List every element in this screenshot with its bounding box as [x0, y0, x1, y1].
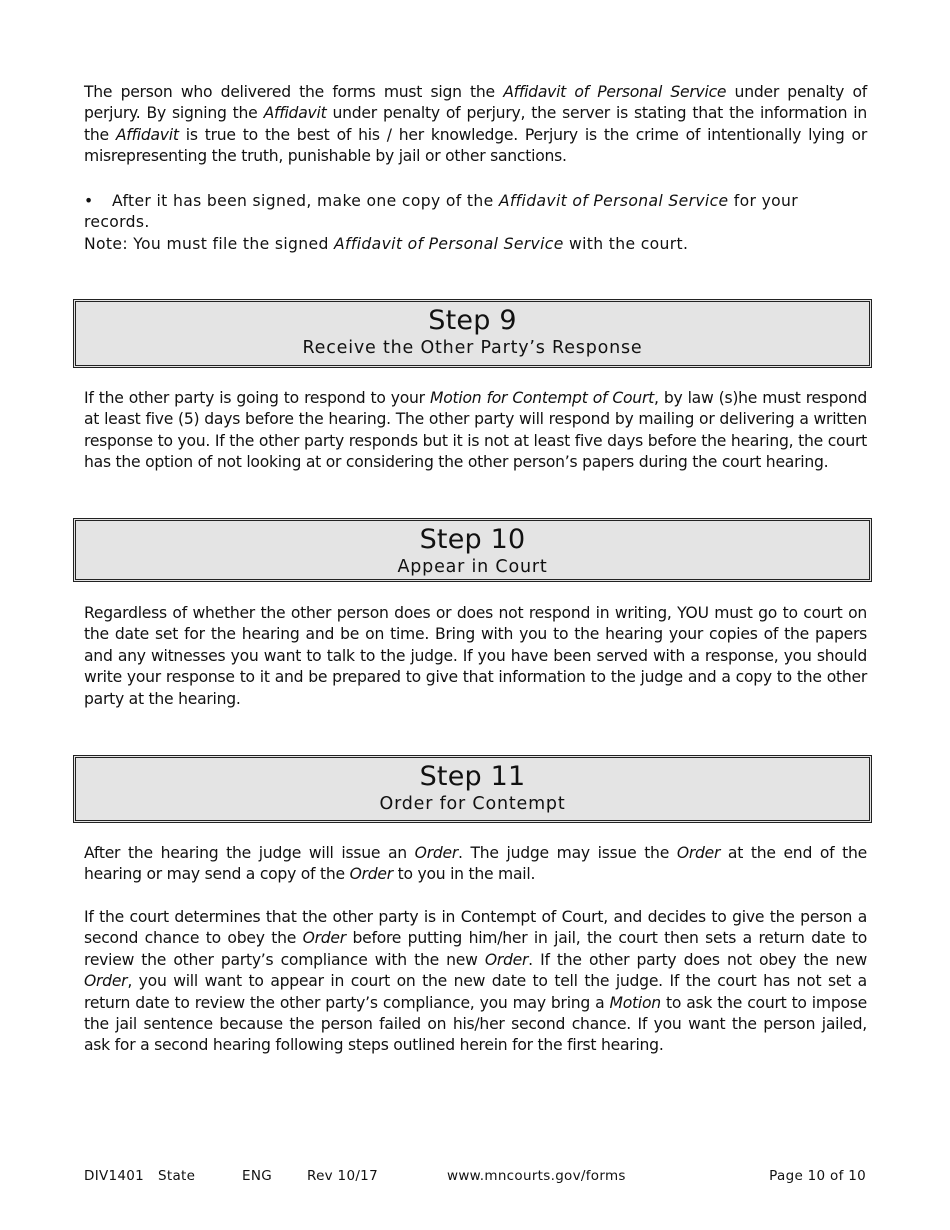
- emphasized-term: Order: [302, 929, 346, 948]
- emphasized-term: Order: [484, 950, 529, 969]
- footer-language: ENG: [242, 1168, 272, 1184]
- step-11-body-1-text: After the hearing the judge will issue an Order. The judge may issue the Order at the end of the hearing or may send a copy of the Order to you in the mail.: [84, 844, 867, 884]
- affidavit-signing-paragraph: [84, 82, 867, 168]
- step-10-header: [73, 518, 872, 582]
- footer-url[interactable]: www.mncourts.gov/forms: [447, 1168, 626, 1184]
- bullet-icon: •: [84, 192, 94, 210]
- step-11-header: [73, 755, 872, 823]
- step-11-body-2: [84, 907, 867, 1057]
- step-10-title: Step 10: [419, 524, 526, 555]
- emphasized-term: Order: [349, 865, 393, 884]
- step-9-subtitle: Receive the Other Party’s Response: [302, 338, 643, 358]
- step-9-body-text: If the other party is going to respond to your Motion for Contempt of Court, by law (s)he must respond at least five (5) days before the hearing. The other party will respond by mailing or delivering a written response to you. If the other party responds but it is not at least five days before the hearing, the court has the option of not looking at or considering the other person’s papers during the court hearing.: [84, 389, 867, 472]
- emphasized-term: Affidavit of Personal Service: [503, 83, 727, 101]
- step-9-header: [73, 299, 872, 368]
- copy-affidavit-bullet: [84, 191, 867, 233]
- emphasized-term: Affidavit: [115, 125, 179, 144]
- step-9-title: Step 9: [428, 305, 517, 336]
- file-affidavit-note-text: Note: You must file the signed Affidavit of Personal Service with the court.: [84, 235, 689, 253]
- step-11-body-2-text: If the court determines that the other party is in Contempt of Court, and decides to give the person a second chance to obey the Order before putting him/her in jail, the court then sets a return date to review the other party’s compliance with the new Order. If the other party does not obey the new Order, you will want to appear in court on the new date to tell the judge. If the court has not set a return date to review the other party’s compliance, you may bring a Motion to ask the court to impose the jail sentence because the person failed on his/her second chance. If you want the person jailed, ask for a second hearing following steps outlined herein for the first hearing.: [84, 908, 868, 1055]
- emphasized-term: Motion: [609, 993, 661, 1012]
- footer-revision: Rev 10/17: [307, 1168, 378, 1184]
- emphasized-term: Affidavit of Personal Service: [498, 192, 729, 210]
- copy-affidavit-text: After it has been signed, make one copy of the Affidavit of Personal Service for your records.: [84, 192, 799, 231]
- footer-page-number: Page 10 of 10: [769, 1168, 866, 1184]
- footer-form-id: DIV1401: [84, 1168, 145, 1184]
- emphasized-term: Order: [414, 844, 459, 862]
- step-11-title: Step 11: [419, 761, 526, 792]
- affidavit-signing-text: The person who delivered the forms must sign the Affidavit of Personal Service under penalty of perjury. By signing the Affidavit under penalty of perjury, the server is stating that the information in the Affidavit is true to the best of his / her knowledge. Perjury is the crime of intentionally lying or misrepresenting the truth, punishable by jail or other sanctions.: [84, 83, 867, 166]
- footer-state: State: [158, 1168, 196, 1184]
- emphasized-term: Motion for Contempt of Court: [430, 389, 654, 407]
- emphasized-term: Affidavit: [263, 104, 327, 123]
- step-11-subtitle: Order for Contempt: [379, 794, 566, 814]
- emphasized-term: Order: [676, 844, 721, 862]
- emphasized-term: Affidavit of Personal Service: [334, 235, 564, 253]
- file-affidavit-note: [84, 234, 867, 255]
- emphasized-term: Order: [84, 972, 128, 991]
- step-9-body: [84, 388, 867, 474]
- step-11-body-1: [84, 843, 867, 886]
- step-10-subtitle: Appear in Court: [397, 557, 548, 577]
- step-10-body-text: Regardless of whether the other person does or does not respond in writing, YOU must go to court on the date set for the hearing and be on time. Bring with you to the hearing your copies of the papers and any witnesses you want to talk to the judge. If you have been served with a response, you should write your response to it and be prepared to give that information to the judge and a copy to the other party at the hearing.: [84, 604, 867, 708]
- step-10-body: [84, 603, 867, 710]
